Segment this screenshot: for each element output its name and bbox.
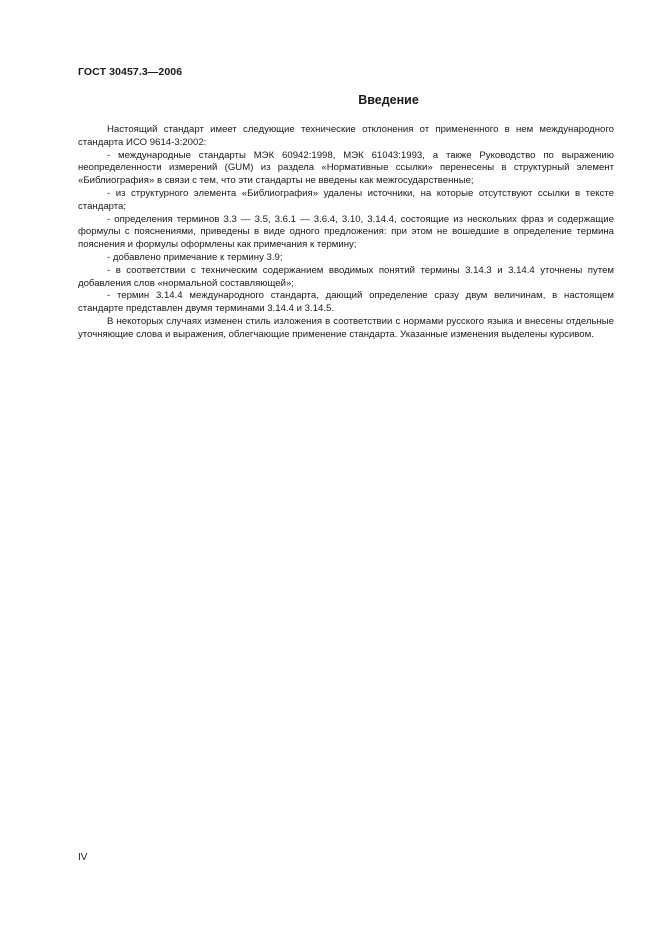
paragraph-item-standards: - международные стандарты МЭК 60942:1998, МЭК 61043:1993, а также Руководство по выражению неопределенности измерений (GUM) из раздела «Нормативные ссылки» перенесены в структурный элемент «Библиография» в связи с тем, что эти стандарты не введены как межгосударственные;: [78, 149, 614, 187]
section-title: Введение: [358, 93, 419, 107]
paragraph-intro: Настоящий стандарт имеет следующие технические отклонения от примененного в нем международного стандарта ИСО 9614-3:2002:: [78, 124, 614, 148]
document-header: ГОСТ 30457.3—2006: [78, 66, 183, 78]
paragraph-style-changes: В некоторых случаях изменен стиль изложения в соответствии с нормами русского языка и внесены отдельные уточняющие слова и выражения, облегчающие применение стандарта. Указанные изменения выделены курсивом.: [78, 315, 614, 340]
paragraph-item-note: - добавлено примечание к термину 3.9;: [107, 251, 283, 263]
section-title-container: [78, 93, 614, 107]
paragraph-item-bibliography: - из структурного элемента «Библиография» удалены источники, на которые отсутствуют ссылки в тексте стандарта;: [78, 187, 614, 212]
paragraph-item-term-split: - термин 3.14.4 международного стандарта, дающий определение сразу двум величинам, в настоящем стандарте представлен двумя терминами 3.14.4 и 3.14.5.: [78, 290, 614, 315]
body-text: [78, 124, 614, 342]
paragraph-item-definitions: - определения терминов 3.3 — 3.5, 3.6.1 — 3.6.4, 3.10, 3.14.4, состоящие из нескольких фраз и содержащие формулы с пояснениями, приведены в виде одного предложения: при этом не вошедшие в определение термина пояснения и формулы оформлены как примечания к термину;: [78, 213, 614, 251]
page-number: IV: [78, 852, 88, 863]
paragraph-item-terms-refined: - в соответствии с техническим содержанием вводимых понятий термины 3.14.3 и 3.14.4 уточнены путем добавления слов «нормальной составляющей»;: [78, 264, 614, 289]
